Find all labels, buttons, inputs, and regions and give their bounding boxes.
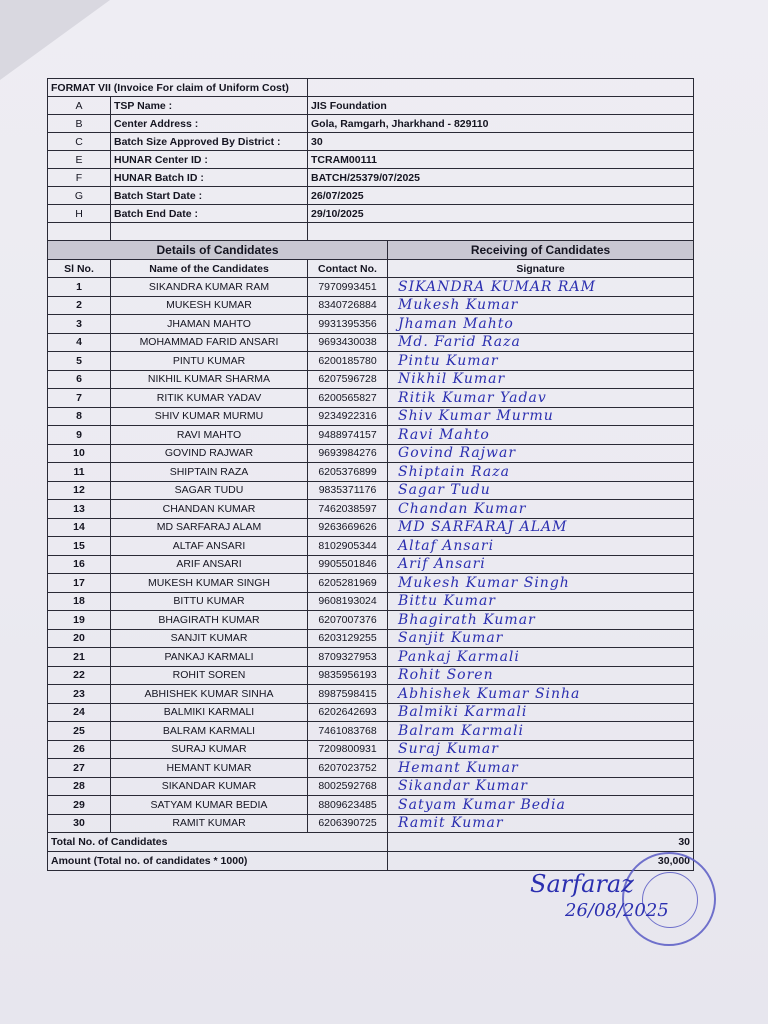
meta-key: B [48,115,111,133]
authorized-signature: Sarfaraz [530,870,634,898]
table-row [48,407,694,426]
meta-label: Batch End Date : [111,205,308,223]
candidate-signature: Suraj Kumar [388,740,694,759]
sl-no: 3 [48,315,111,334]
meta-row [48,151,694,169]
table-row [48,278,694,297]
total-count-label: Total No. of Candidates [48,833,388,852]
table-row [48,555,694,574]
sl-no: 22 [48,666,111,685]
meta-label: HUNAR Batch ID : [111,169,308,187]
contact-number: 6206390725 [308,814,388,833]
col-contact: Contact No. [308,260,388,278]
sl-no: 1 [48,278,111,297]
sl-no: 25 [48,722,111,741]
candidate-signature: Sikandar Kumar [388,777,694,796]
candidate-signature: Mukesh Kumar [388,296,694,315]
table-row [48,759,694,778]
sl-no: 26 [48,740,111,759]
sl-no: 18 [48,592,111,611]
candidate-name: SIKANDAR KUMAR [111,777,308,796]
contact-number: 7462038597 [308,500,388,519]
candidate-signature: Abhishek Kumar Sinha [388,685,694,704]
meta-label: TSP Name : [111,97,308,115]
candidate-name: HEMANT KUMAR [111,759,308,778]
contact-number: 9234922316 [308,407,388,426]
candidate-signature: MD SARFARAJ ALAM [388,518,694,537]
candidate-signature: Ravi Mahto [388,426,694,445]
candidate-signature: Pankaj Karmali [388,648,694,667]
meta-blank-row [48,223,694,241]
meta-value: BATCH/25379/07/2025 [308,169,694,187]
meta-table [47,78,694,241]
sl-no: 23 [48,685,111,704]
candidate-signature: Md. Farid Raza [388,333,694,352]
candidate-name: PANKAJ KARMALI [111,648,308,667]
contact-number: 9835371176 [308,481,388,500]
sl-no: 16 [48,555,111,574]
candidate-signature: Altaf Ansari [388,537,694,556]
candidate-signature: Arif Ansari [388,555,694,574]
meta-label: Center Address : [111,115,308,133]
sl-no: 4 [48,333,111,352]
meta-row [48,97,694,115]
candidate-name: BALMIKI KARMALI [111,703,308,722]
candidate-name: SANJIT KUMAR [111,629,308,648]
candidate-signature: Jhaman Mahto [388,315,694,334]
total-count-value: 30 [388,833,694,852]
candidate-signature: Sagar Tudu [388,481,694,500]
candidate-name: ABHISHEK KUMAR SINHA [111,685,308,704]
meta-value: TCRAM00111 [308,151,694,169]
table-row [48,481,694,500]
candidate-name: ALTAF ANSARI [111,537,308,556]
signature-date: 26/08/2025 [565,900,669,921]
candidate-signature: Rohit Soren [388,666,694,685]
meta-key: E [48,151,111,169]
candidate-name: PINTU KUMAR [111,352,308,371]
meta-value: JIS Foundation [308,97,694,115]
sl-no: 17 [48,574,111,593]
candidate-name: ARIF ANSARI [111,555,308,574]
contact-number: 8340726884 [308,296,388,315]
total-amount-value: 30,000 [388,852,694,871]
contact-number: 9693984276 [308,444,388,463]
meta-key: H [48,205,111,223]
sl-no: 13 [48,500,111,519]
sl-no: 24 [48,703,111,722]
meta-key: G [48,187,111,205]
contact-number: 6207007376 [308,611,388,630]
col-name: Name of the Candidates [111,260,308,278]
sl-no: 15 [48,537,111,556]
table-row [48,611,694,630]
meta-row [48,133,694,151]
contact-number: 9931395356 [308,315,388,334]
foundation-stamp [622,852,716,946]
candidate-name: RAMIT KUMAR [111,814,308,833]
candidate-signature: Nikhil Kumar [388,370,694,389]
meta-key: F [48,169,111,187]
candidate-name: SURAJ KUMAR [111,740,308,759]
candidate-name: JHAMAN MAHTO [111,315,308,334]
folded-corner [0,0,110,80]
candidate-name: MOHAMMAD FARID ANSARI [111,333,308,352]
contact-number: 6200565827 [308,389,388,408]
candidate-name: SAGAR TUDU [111,481,308,500]
table-row [48,537,694,556]
table-row [48,296,694,315]
candidate-name: BITTU KUMAR [111,592,308,611]
sl-no: 2 [48,296,111,315]
meta-value: 29/10/2025 [308,205,694,223]
sl-no: 7 [48,389,111,408]
candidate-signature: Balram Karmali [388,722,694,741]
contact-number: 8102905344 [308,537,388,556]
candidate-name: NIKHIL KUMAR SHARMA [111,370,308,389]
meta-key: C [48,133,111,151]
table-row [48,315,694,334]
candidates-table [47,240,694,871]
candidate-name: BHAGIRATH KUMAR [111,611,308,630]
candidate-name: RAVI MAHTO [111,426,308,445]
candidate-name: SHIV KUMAR MURMU [111,407,308,426]
contact-number: 6200185780 [308,352,388,371]
meta-row [48,115,694,133]
col-sl: Sl No. [48,260,111,278]
sl-no: 20 [48,629,111,648]
candidate-signature: Chandan Kumar [388,500,694,519]
sl-no: 5 [48,352,111,371]
receiving-heading: Receiving of Candidates [388,241,694,260]
meta-row [48,187,694,205]
contact-number: 6207023752 [308,759,388,778]
table-row [48,814,694,833]
contact-number: 9263669626 [308,518,388,537]
table-row [48,666,694,685]
contact-number: 7209800931 [308,740,388,759]
contact-number: 7970993451 [308,278,388,297]
total-amount-label: Amount (Total no. of candidates * 1000) [48,852,388,871]
candidate-signature: Ramit Kumar [388,814,694,833]
meta-value: Gola, Ramgarh, Jharkhand - 829110 [308,115,694,133]
meta-value: 30 [308,133,694,151]
table-row [48,574,694,593]
table-row [48,352,694,371]
meta-value: 26/07/2025 [308,187,694,205]
contact-number: 6202642693 [308,703,388,722]
contact-number: 9905501846 [308,555,388,574]
contact-number: 6205376899 [308,463,388,482]
table-row [48,703,694,722]
contact-number: 8002592768 [308,777,388,796]
sl-no: 14 [48,518,111,537]
candidate-signature: Shiv Kumar Murmu [388,407,694,426]
meta-label: Batch Start Date : [111,187,308,205]
candidate-signature: Shiptain Raza [388,463,694,482]
table-row [48,685,694,704]
meta-label: Batch Size Approved By District : [111,133,308,151]
table-row [48,629,694,648]
sl-no: 10 [48,444,111,463]
meta-row [48,169,694,187]
candidate-name: BALRAM KARMALI [111,722,308,741]
table-row [48,648,694,667]
candidate-signature: Sanjit Kumar [388,629,694,648]
candidate-signature: Balmiki Karmali [388,703,694,722]
table-row [48,740,694,759]
candidate-name: CHANDAN KUMAR [111,500,308,519]
candidate-name: MUKESH KUMAR SINGH [111,574,308,593]
candidate-name: MD SARFARAJ ALAM [111,518,308,537]
sl-no: 11 [48,463,111,482]
candidate-name: RITIK KUMAR YADAV [111,389,308,408]
candidate-name: SATYAM KUMAR BEDIA [111,796,308,815]
sl-no: 8 [48,407,111,426]
contact-number: 7461083768 [308,722,388,741]
candidate-signature: Ritik Kumar Yadav [388,389,694,408]
candidate-signature: Bittu Kumar [388,592,694,611]
sl-no: 19 [48,611,111,630]
contact-number: 8987598415 [308,685,388,704]
table-row [48,463,694,482]
sl-no: 27 [48,759,111,778]
candidate-name: ROHIT SOREN [111,666,308,685]
sl-no: 9 [48,426,111,445]
candidate-signature: Govind Rajwar [388,444,694,463]
sl-no: 28 [48,777,111,796]
contact-number: 6207596728 [308,370,388,389]
contact-number: 9835956193 [308,666,388,685]
table-row [48,333,694,352]
sl-no: 6 [48,370,111,389]
contact-number: 9488974157 [308,426,388,445]
candidate-signature: Mukesh Kumar Singh [388,574,694,593]
table-row [48,444,694,463]
candidate-signature: Satyam Kumar Bedia [388,796,694,815]
contact-number: 9608193024 [308,592,388,611]
table-row [48,777,694,796]
sl-no: 30 [48,814,111,833]
contact-number: 8809623485 [308,796,388,815]
form-title: FORMAT VII (Invoice For claim of Uniform Cost) [48,79,308,97]
contact-number: 8709327953 [308,648,388,667]
candidate-signature: Pintu Kumar [388,352,694,371]
sl-no: 29 [48,796,111,815]
candidate-name: SIKANDRA KUMAR RAM [111,278,308,297]
meta-label: HUNAR Center ID : [111,151,308,169]
contact-number: 6203129255 [308,629,388,648]
table-row [48,518,694,537]
sl-no: 21 [48,648,111,667]
candidate-name: SHIPTAIN RAZA [111,463,308,482]
table-row [48,500,694,519]
candidate-name: GOVIND RAJWAR [111,444,308,463]
contact-number: 9693430038 [308,333,388,352]
details-heading: Details of Candidates [48,241,388,260]
meta-key: A [48,97,111,115]
table-row [48,389,694,408]
candidate-signature: SIKANDRA KUMAR RAM [388,278,694,297]
sl-no: 12 [48,481,111,500]
invoice-form [47,78,693,871]
table-row [48,796,694,815]
candidate-name: MUKESH KUMAR [111,296,308,315]
table-row [48,592,694,611]
table-row [48,426,694,445]
table-row [48,722,694,741]
candidate-signature: Hemant Kumar [388,759,694,778]
col-signature: Signature [388,260,694,278]
candidate-signature: Bhagirath Kumar [388,611,694,630]
contact-number: 6205281969 [308,574,388,593]
meta-row [48,205,694,223]
table-row [48,370,694,389]
